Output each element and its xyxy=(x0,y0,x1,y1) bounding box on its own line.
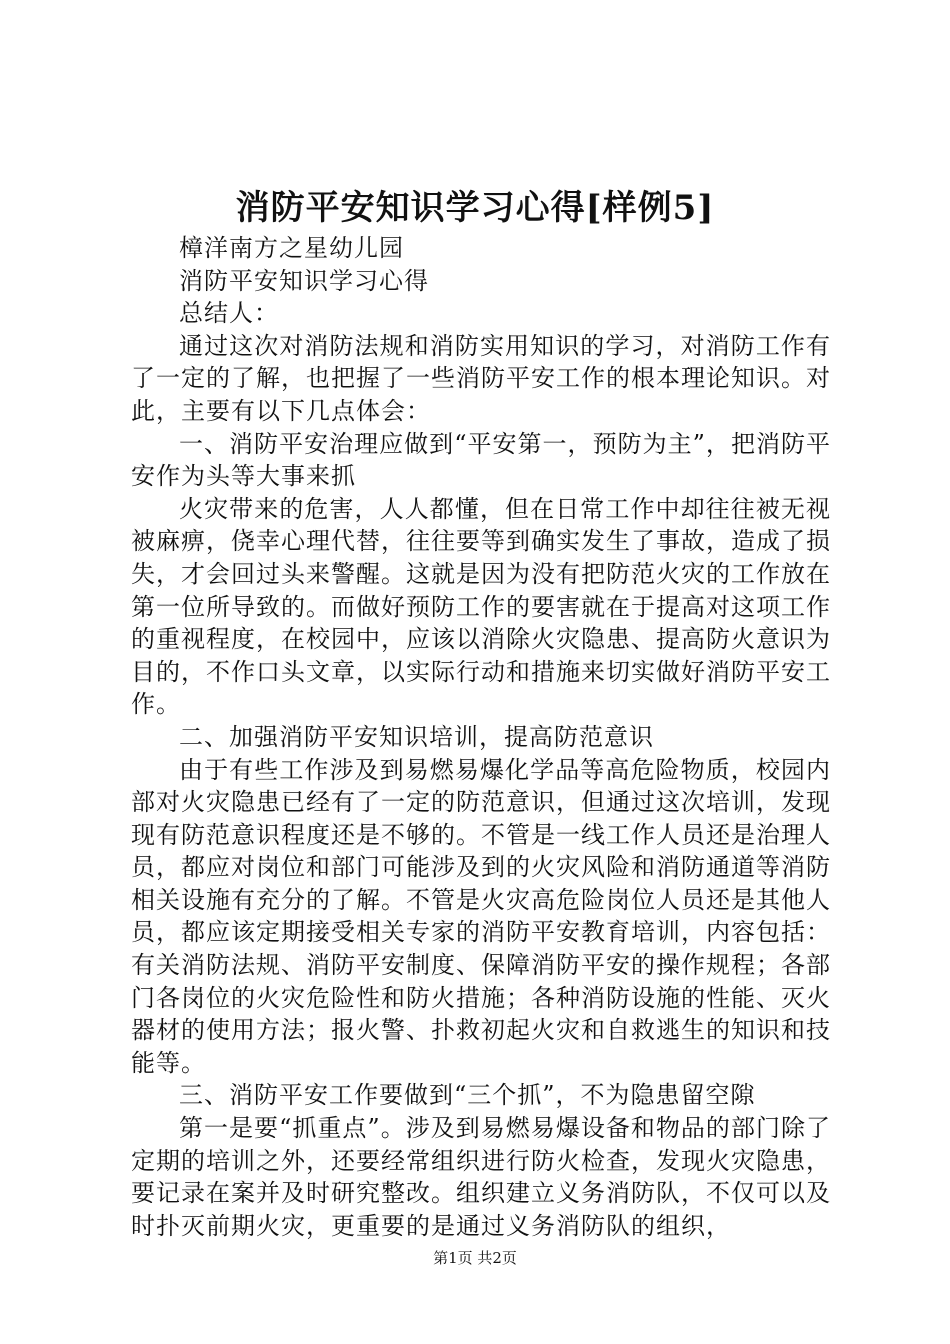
paragraph-intro: 通过这次对消防法规和消防实用知识的学习，对消防工作有了一定的了解，也把握了一些消防平安工作的根本理论知识。对此，主要有以下几点体会： xyxy=(131,331,831,425)
paragraph-author: 总结人： xyxy=(179,299,279,328)
page-number: 第1页 共2页 xyxy=(433,1249,517,1267)
section-heading-1: 一、消防平安治理应做到“平安第一，预防为主”，把消防平安作为头等大事来抓 xyxy=(131,429,831,491)
paragraph-subtitle: 消防平安知识学习心得 xyxy=(179,266,429,295)
paragraph-school-name: 樟洋南方之星幼儿园 xyxy=(179,234,404,262)
document-body xyxy=(131,232,831,1242)
section-heading-3: 三、消防平安工作要做到“三个抓”，不为隐患留空隙 xyxy=(179,1081,756,1110)
paragraph-section-1: 火灾带来的危害，人人都懂，但在日常工作中却往往被无视被麻痹，侥幸心理代替，往往要等到确实发生了事故，造成了损失，才会回过头来警醒。这就是因为没有把防范火灾的工作放在第一位所导致的。而做好预防工作的要害就在于提高对这项工作的重视程度，在校园中，应该以消除火灾隐患、提高防火意识为目的，不作口头文章，以实际行动和措施来切实做好消防平安工作。 xyxy=(131,494,831,719)
document-title: 消防平安知识学习心得[样例5] xyxy=(235,188,715,228)
paragraph-section-3: 第一是要“抓重点”。涉及到易燃易爆设备和物品的部门除了定期的培训之外，还要经常组织进行防火检查，发现火灾隐患，要记录在案并及时研究整改。组织建立义务消防队，不仅可以及时扑灭前期火灾，更重要的是通过义务消防队的组织， xyxy=(131,1114,831,1240)
paragraph-section-2: 由于有些工作涉及到易燃易爆化学品等高危险物质，校园内部对火灾隐患已经有了一定的防范意识，但通过这次培训，发现现有防范意识程度还是不够的。不管是一线工作人员还是治理人员，都应对岗位和部门可能涉及到的火灾风险和消防通道等消防相关设施有充分的了解。不管是火灾高危险岗位人员还是其他人员，都应该定期接受相关专家的消防平安教育培训，内容包括：有关消防法规、消防平安制度、保障消防平安的操作规程；各部门各岗位的火灾危险性和防火措施；各种消防设施的性能、灭火器材的使用方法；报火警、扑救初起火灾和自救逃生的知识和技能等。 xyxy=(131,755,831,1077)
section-heading-2: 二、加强消防平安知识培训，提高防范意识 xyxy=(179,722,654,751)
